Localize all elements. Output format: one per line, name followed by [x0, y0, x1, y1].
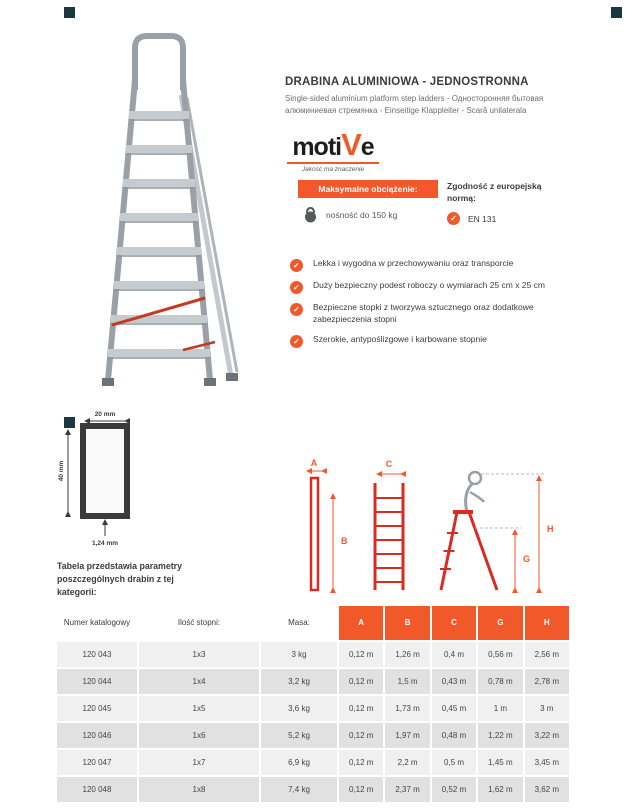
- check-icon: ✓: [290, 303, 303, 316]
- dimension-diagrams: [295, 458, 573, 603]
- feature-text: Lekka i wygodna w przechowywaniu oraz transporcie: [313, 258, 514, 268]
- table-cell: 120 043: [57, 642, 137, 667]
- table-row: [57, 750, 569, 775]
- table-header-cell: Ilość stopni:: [139, 606, 259, 640]
- check-icon: ✓: [290, 335, 303, 348]
- table-cell: 0,78 m: [478, 669, 522, 694]
- table-cell: 0,12 m: [339, 642, 383, 667]
- table-cell: 3 m: [525, 696, 569, 721]
- table-header-cell: G: [478, 606, 522, 640]
- table-cell: 7,4 kg: [261, 777, 337, 802]
- table-cell: 1,62 m: [478, 777, 522, 802]
- table-cell: 120 046: [57, 723, 137, 748]
- max-load-value: nośność do 150 kg: [326, 209, 398, 220]
- cross-section-diagram: [58, 408, 153, 548]
- max-load-badge: Maksymalne obciążenie:: [298, 180, 438, 198]
- table-cell: 1,22 m: [478, 723, 522, 748]
- feature-list: [290, 258, 592, 356]
- corner-mark: [611, 7, 622, 18]
- table-header-cell: C: [432, 606, 476, 640]
- logo-part: V: [341, 127, 361, 162]
- table-cell: 120 045: [57, 696, 137, 721]
- dimension-label-g: G: [523, 554, 531, 564]
- table-cell: 120 047: [57, 750, 137, 775]
- cross-section-thickness-label: 1,24 mm: [91, 540, 119, 547]
- table-cell: 2,2 m: [385, 750, 429, 775]
- table-row: [57, 696, 569, 721]
- table-cell: 1,26 m: [385, 642, 429, 667]
- table-cell: 3,45 m: [525, 750, 569, 775]
- kettlebell-icon: [303, 206, 318, 223]
- table-cell: 3,62 m: [525, 777, 569, 802]
- parameters-table: [57, 606, 569, 804]
- table-body: [57, 642, 569, 802]
- table-cell: 1x8: [139, 777, 259, 802]
- feature-text: Duży bezpieczny podest roboczy o wymiarach 25 cm x 25 cm: [313, 280, 545, 290]
- table-cell: 1x6: [139, 723, 259, 748]
- table-cell: 3,22 m: [525, 723, 569, 748]
- logo-part: moti: [292, 133, 342, 161]
- table-cell: 0,12 m: [339, 723, 383, 748]
- table-header-cell: B: [385, 606, 429, 640]
- table-cell: 1x7: [139, 750, 259, 775]
- table-header-row: [57, 606, 569, 640]
- max-load-row: [303, 206, 397, 223]
- table-cell: 2,78 m: [525, 669, 569, 694]
- table-cell: 0,4 m: [432, 642, 476, 667]
- table-cell: 0,12 m: [339, 696, 383, 721]
- logo-part: e: [360, 133, 374, 161]
- table-cell: 120 048: [57, 777, 137, 802]
- logo-rule: [287, 162, 379, 164]
- feature-item: [290, 302, 592, 326]
- table-cell: 5,2 kg: [261, 723, 337, 748]
- brand-logo: [285, 128, 381, 173]
- table-row: [57, 642, 569, 667]
- table-cell: 1x4: [139, 669, 259, 694]
- table-cell: 0,5 m: [432, 750, 476, 775]
- norm-label: Zgodność z europejską normą:: [447, 181, 542, 204]
- table-cell: 1,5 m: [385, 669, 429, 694]
- table-cell: 120 044: [57, 669, 137, 694]
- corner-mark: [64, 7, 75, 18]
- table-cell: 3,2 kg: [261, 669, 337, 694]
- cross-section-width-label: 20 mm: [94, 411, 116, 418]
- table-row: [57, 777, 569, 802]
- norm-value: EN 131: [468, 213, 497, 224]
- feature-item: [290, 334, 592, 348]
- logo-tagline: Jakość ma znaczenie: [301, 166, 365, 174]
- table-row: [57, 723, 569, 748]
- feature-text: Szerokie, antypoślizgowe i karbowane stopnie: [313, 333, 487, 344]
- dimension-label-c: C: [385, 459, 393, 469]
- table-cell: 1 m: [478, 696, 522, 721]
- norm-row: [447, 212, 496, 225]
- table-cell: 1x5: [139, 696, 259, 721]
- table-header-cell: Masa:: [261, 606, 337, 640]
- ladder-illustration: [50, 20, 260, 405]
- table-row: [57, 669, 569, 694]
- page-title: DRABINA ALUMINIOWA - JEDNOSTRONNA: [285, 76, 529, 88]
- dimension-label-h: H: [547, 524, 554, 534]
- check-icon: ✓: [290, 281, 303, 294]
- table-cell: 0,12 m: [339, 750, 383, 775]
- table-cell: 6,9 kg: [261, 750, 337, 775]
- cross-section-height-label: 40 mm: [58, 460, 65, 482]
- table-header-cell: A: [339, 606, 383, 640]
- table-cell: 0,45 m: [432, 696, 476, 721]
- brand-logo-text: [285, 128, 381, 162]
- page-subtitle: Single-sided aluminium platform step ladders - Односторонняя бытовая алюминиевая стремянка - Einseitige Klappleiter - Scară unilaterala: [285, 94, 544, 116]
- table-cell: 1x3: [139, 642, 259, 667]
- table-cell: 0,48 m: [432, 723, 476, 748]
- table-cell: 3 kg: [261, 642, 337, 667]
- table-cell: 0,12 m: [339, 777, 383, 802]
- feature-text: Bezpieczne stopki z tworzywa sztucznego oraz dodatkowe zabezpieczenia stopni: [313, 302, 534, 324]
- dimension-label-a: A: [310, 458, 318, 468]
- dimension-label-b: B: [341, 536, 348, 546]
- table-cell: 1,73 m: [385, 696, 429, 721]
- table-cell: 1,97 m: [385, 723, 429, 748]
- table-cell: 3,6 kg: [261, 696, 337, 721]
- feature-item: [290, 280, 592, 294]
- table-cell: 2,56 m: [525, 642, 569, 667]
- table-header-cell: Numer katalogowy: [57, 606, 137, 640]
- table-cell: 0,56 m: [478, 642, 522, 667]
- table-intro: Tabela przedstawia parametry poszczególnych drabin z tej kategorii:: [57, 561, 182, 598]
- check-icon: ✓: [290, 259, 303, 272]
- table-cell: 2,37 m: [385, 777, 429, 802]
- check-icon: ✓: [447, 212, 460, 225]
- table-cell: 0,12 m: [339, 669, 383, 694]
- table-header-cell: H: [525, 606, 569, 640]
- feature-item: [290, 258, 592, 272]
- table-cell: 0,52 m: [432, 777, 476, 802]
- table-cell: 0,43 m: [432, 669, 476, 694]
- table-cell: 1,45 m: [478, 750, 522, 775]
